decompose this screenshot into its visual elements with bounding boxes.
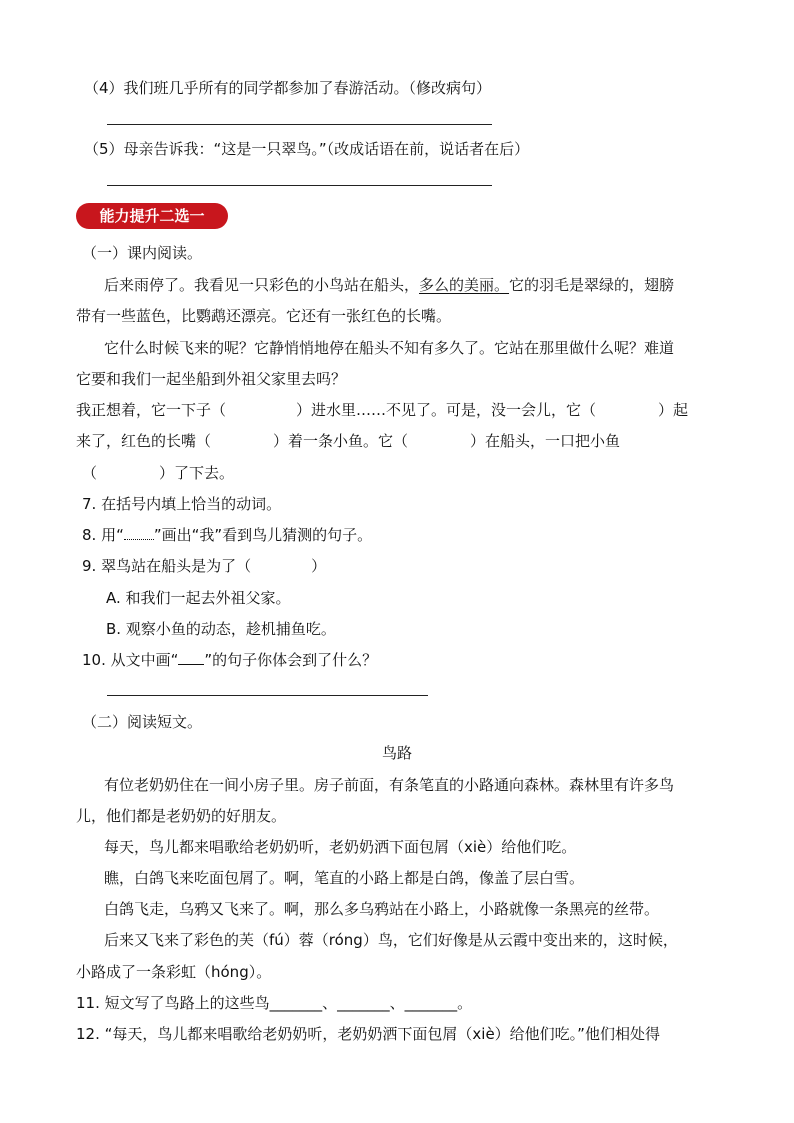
passage1-line: 它什么时候飞来的呢？它静悄悄地停在船头不知有多久了。它站在那里做什么呢？难道 bbox=[104, 339, 675, 357]
answer-line-10[interactable] bbox=[107, 695, 428, 696]
passage1-line: 带有一些蓝色，比鹦鹉还漂亮。它还有一张红色的长嘴。 bbox=[76, 307, 452, 325]
question-10: 10. 从文中画“ ”的句子你体会到了什么？ bbox=[82, 651, 378, 669]
passage1-line: 它要和我们一起坐船到外祖父家里去吗？ bbox=[76, 370, 347, 388]
fill-blank-line: 我正想着，它一下子（ ）进水里……不见了。可是，没一会儿，它（ ）起 bbox=[76, 401, 689, 419]
question-7: 7. 在括号内填上恰当的动词。 bbox=[82, 495, 282, 513]
underlined-sentence: 多么的美丽。 bbox=[419, 276, 510, 294]
story-line: 后来又飞来了彩色的芙（fú）蓉（róng）鸟，它们好像是从云霞中变出来的，这时候， bbox=[104, 931, 678, 949]
story-line: 有位老奶奶住在一间小房子里。房子前面，有条笔直的小路通向森林。森林里有许多鸟 bbox=[104, 776, 675, 794]
fill-blank-line: （ ）了下去。 bbox=[82, 464, 235, 482]
option-a[interactable]: A. 和我们一起去外祖父家。 bbox=[106, 589, 291, 607]
fill-blank-line: 来了，红色的长嘴（ ）着一条小鱼。它（ ）在船头，一口把小鱼 bbox=[76, 432, 621, 450]
question-9: 9. 翠鸟站在船头是为了（ ） bbox=[82, 557, 327, 575]
question-12: 12. “每天，鸟儿都来唱歌给老奶奶听，老奶奶洒下面包屑（xiè）给他们吃。”他们相处得 bbox=[76, 1025, 660, 1043]
question-4: （4）我们班几乎所有的同学都参加了春游活动。（修改病句） bbox=[84, 79, 492, 97]
question-11: 11. 短文写了鸟路上的这些鸟_______、_______、_______。 bbox=[76, 994, 473, 1012]
part2-heading: （二）阅读短文。 bbox=[82, 713, 203, 731]
answer-line-4[interactable] bbox=[107, 124, 492, 125]
question-8: 8. 用“ ”画出“我”看到鸟儿猜测的句子。 bbox=[82, 526, 373, 544]
story-line: 瞧，白鸽飞来吃面包屑了。啊，笔直的小路上都是白鸽，像盖了层白雪。 bbox=[104, 869, 585, 887]
wavy-line-sample bbox=[124, 529, 154, 540]
option-b[interactable]: B. 观察小鱼的动态，趁机捕鱼吃。 bbox=[106, 620, 336, 638]
passage1-line: 后来雨停了。我看见一只彩色的小鸟站在船头，多么的美丽。它的羽毛是翠绿的，翅膀 bbox=[104, 276, 675, 294]
straight-line-sample bbox=[178, 654, 204, 665]
story-line: 小路成了一条彩虹（hóng）。 bbox=[76, 963, 272, 981]
answer-line-5[interactable] bbox=[107, 185, 492, 186]
story-line: 儿，他们都是老奶奶的好朋友。 bbox=[76, 807, 287, 825]
part1-heading: （一）课内阅读。 bbox=[82, 244, 203, 262]
story-line: 白鸽飞走，乌鸦又飞来了。啊，那么多乌鸦站在小路上，小路就像一条黑亮的丝带。 bbox=[104, 900, 660, 918]
story-line: 每天，鸟儿都来唱歌给老奶奶听，老奶奶洒下面包屑（xiè）给他们吃。 bbox=[104, 838, 577, 856]
story-title: 鸟路 bbox=[381, 744, 412, 762]
question-5: （5）母亲告诉我：“这是一只翠鸟。”（改成话语在前，说话者在后） bbox=[84, 140, 530, 158]
section-badge: 能力提升二选一 bbox=[76, 203, 228, 229]
